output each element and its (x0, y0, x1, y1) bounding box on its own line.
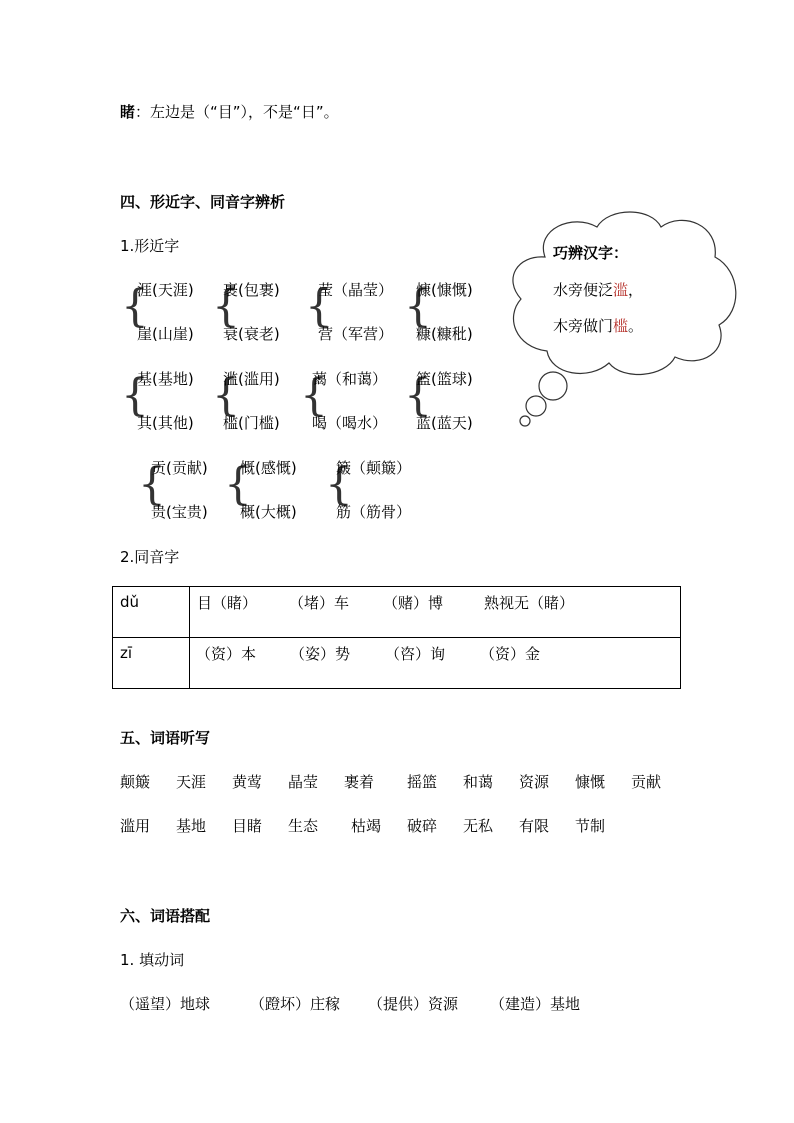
pair-bottom: 其(其他) (137, 414, 194, 432)
bubble-line2-post: 。 (628, 317, 644, 335)
pair-bottom: 筋（筋骨） (336, 503, 412, 521)
table-row (113, 587, 681, 638)
brace-icon: { (212, 281, 240, 332)
intro-note (120, 102, 339, 122)
pair-bottom: 衰(衰老) (223, 325, 280, 343)
pair-bottom: 概(大概) (240, 503, 297, 521)
brace-icon: { (325, 459, 353, 510)
pair-top: 蔼（和蔼） (312, 370, 388, 388)
bubble-line2-highlight: 槛 (613, 317, 629, 335)
brace-icon: { (212, 370, 240, 421)
dictation-word: 无私 (463, 817, 494, 835)
words-cell (190, 587, 681, 638)
homophone-word: （资）金 (480, 645, 541, 663)
pair-top: 裹(包裹) (223, 281, 280, 299)
pair-top: 莹（晶莹） (318, 281, 394, 299)
bubble-line1-highlight: 滥 (613, 281, 629, 299)
dictation-word: 枯竭 (351, 817, 382, 835)
pair-top: 贡(贡献) (151, 459, 208, 477)
pair-top: 簸（颠簸） (336, 459, 412, 477)
brace-icon: { (224, 459, 252, 510)
bubble-title: 巧辨汉字： (553, 244, 629, 262)
dictation-word: 滥用 (120, 817, 151, 835)
pair-bottom: 崖(山崖) (137, 325, 194, 343)
intro-char: 睹 (120, 103, 136, 121)
dictation-word: 有限 (519, 817, 550, 835)
dictation-word: 天涯 (176, 773, 207, 791)
dictation-word: 资源 (519, 773, 550, 791)
dictation-word: 节制 (575, 817, 606, 835)
homophone-word: 目（睹） (197, 594, 258, 612)
pair-top: 篮(篮球) (416, 370, 473, 388)
dictation-word: 目睹 (232, 817, 263, 835)
words-cell (190, 638, 681, 689)
bubble-line1-pre: 水旁便泛 (553, 281, 614, 299)
section6-title: 六、词语搭配 (120, 907, 211, 925)
homophone-word: （赌）博 (383, 594, 444, 612)
homophone-word: （咨）询 (385, 645, 446, 663)
intro-text: ：左边是（“目”），不是“日”。 (135, 103, 339, 121)
homophone-table (112, 586, 681, 689)
table-row (113, 638, 681, 689)
pinyin-cell: zī (113, 638, 190, 689)
dictation-word: 基地 (176, 817, 207, 835)
brace-icon: { (305, 281, 333, 332)
dictation-word: 破碎 (407, 817, 438, 835)
homophone-word: （姿）势 (290, 645, 351, 663)
collocation-item: （蹬坏）庄稼 (250, 995, 341, 1013)
dictation-word: 颠簸 (120, 773, 151, 791)
pair-top: 滥(滥用) (223, 370, 280, 388)
brace-icon: { (404, 370, 432, 421)
pair-top: 涯(天涯) (137, 281, 194, 299)
pair-bottom: 蓝(蓝天) (416, 414, 473, 432)
homophone-word: （资）本 (196, 645, 257, 663)
pinyin-cell: dǔ (113, 587, 190, 638)
collocation-item: （提供）资源 (368, 995, 459, 1013)
section4-sub2: 2.同音字 (120, 548, 180, 566)
section5-title: 五、词语听写 (120, 729, 211, 747)
section6-sub1: 1. 填动词 (120, 951, 185, 969)
section4-title: 四、形近字、同音字辨析 (120, 193, 286, 211)
brace-icon: { (404, 281, 432, 332)
bubble-line1-post: ， (628, 281, 644, 299)
dictation-word: 生态 (288, 817, 319, 835)
pair-top: 慨(感慨) (240, 459, 297, 477)
collocation-item: （建造）基地 (490, 995, 581, 1013)
dictation-word: 和蔼 (463, 773, 494, 791)
brace-icon: { (121, 281, 149, 332)
dictation-word: 黄莺 (232, 773, 263, 791)
section4-sub1: 1.形近字 (120, 237, 180, 255)
brace-icon: { (300, 370, 328, 421)
dictation-word: 慷慨 (575, 773, 606, 791)
pair-bottom: 贵(宝贵) (151, 503, 208, 521)
pair-top: 基(基地) (137, 370, 194, 388)
dictation-word: 晶莹 (288, 773, 319, 791)
dictation-word: 摇篮 (407, 773, 438, 791)
pair-top: 慷(慷慨) (416, 281, 473, 299)
brace-icon: { (121, 370, 149, 421)
bubble-line2-pre: 木旁做门 (553, 317, 614, 335)
pair-bottom: 喝（喝水） (312, 414, 388, 432)
bubble-line-2 (553, 316, 643, 336)
dictation-word: 贡献 (631, 773, 662, 791)
brace-icon: { (138, 459, 166, 510)
homophone-word: 熟视无（睹） (484, 594, 575, 612)
homophone-word: （堵）车 (289, 594, 350, 612)
bubble-line-1 (553, 280, 643, 300)
pair-bottom: 糠(糠秕) (416, 325, 473, 343)
pair-bottom: 营（军营） (318, 325, 394, 343)
dictation-word: 裹着 (344, 773, 375, 791)
collocation-item: （遥望）地球 (120, 995, 211, 1013)
pair-bottom: 槛(门槛) (223, 414, 280, 432)
